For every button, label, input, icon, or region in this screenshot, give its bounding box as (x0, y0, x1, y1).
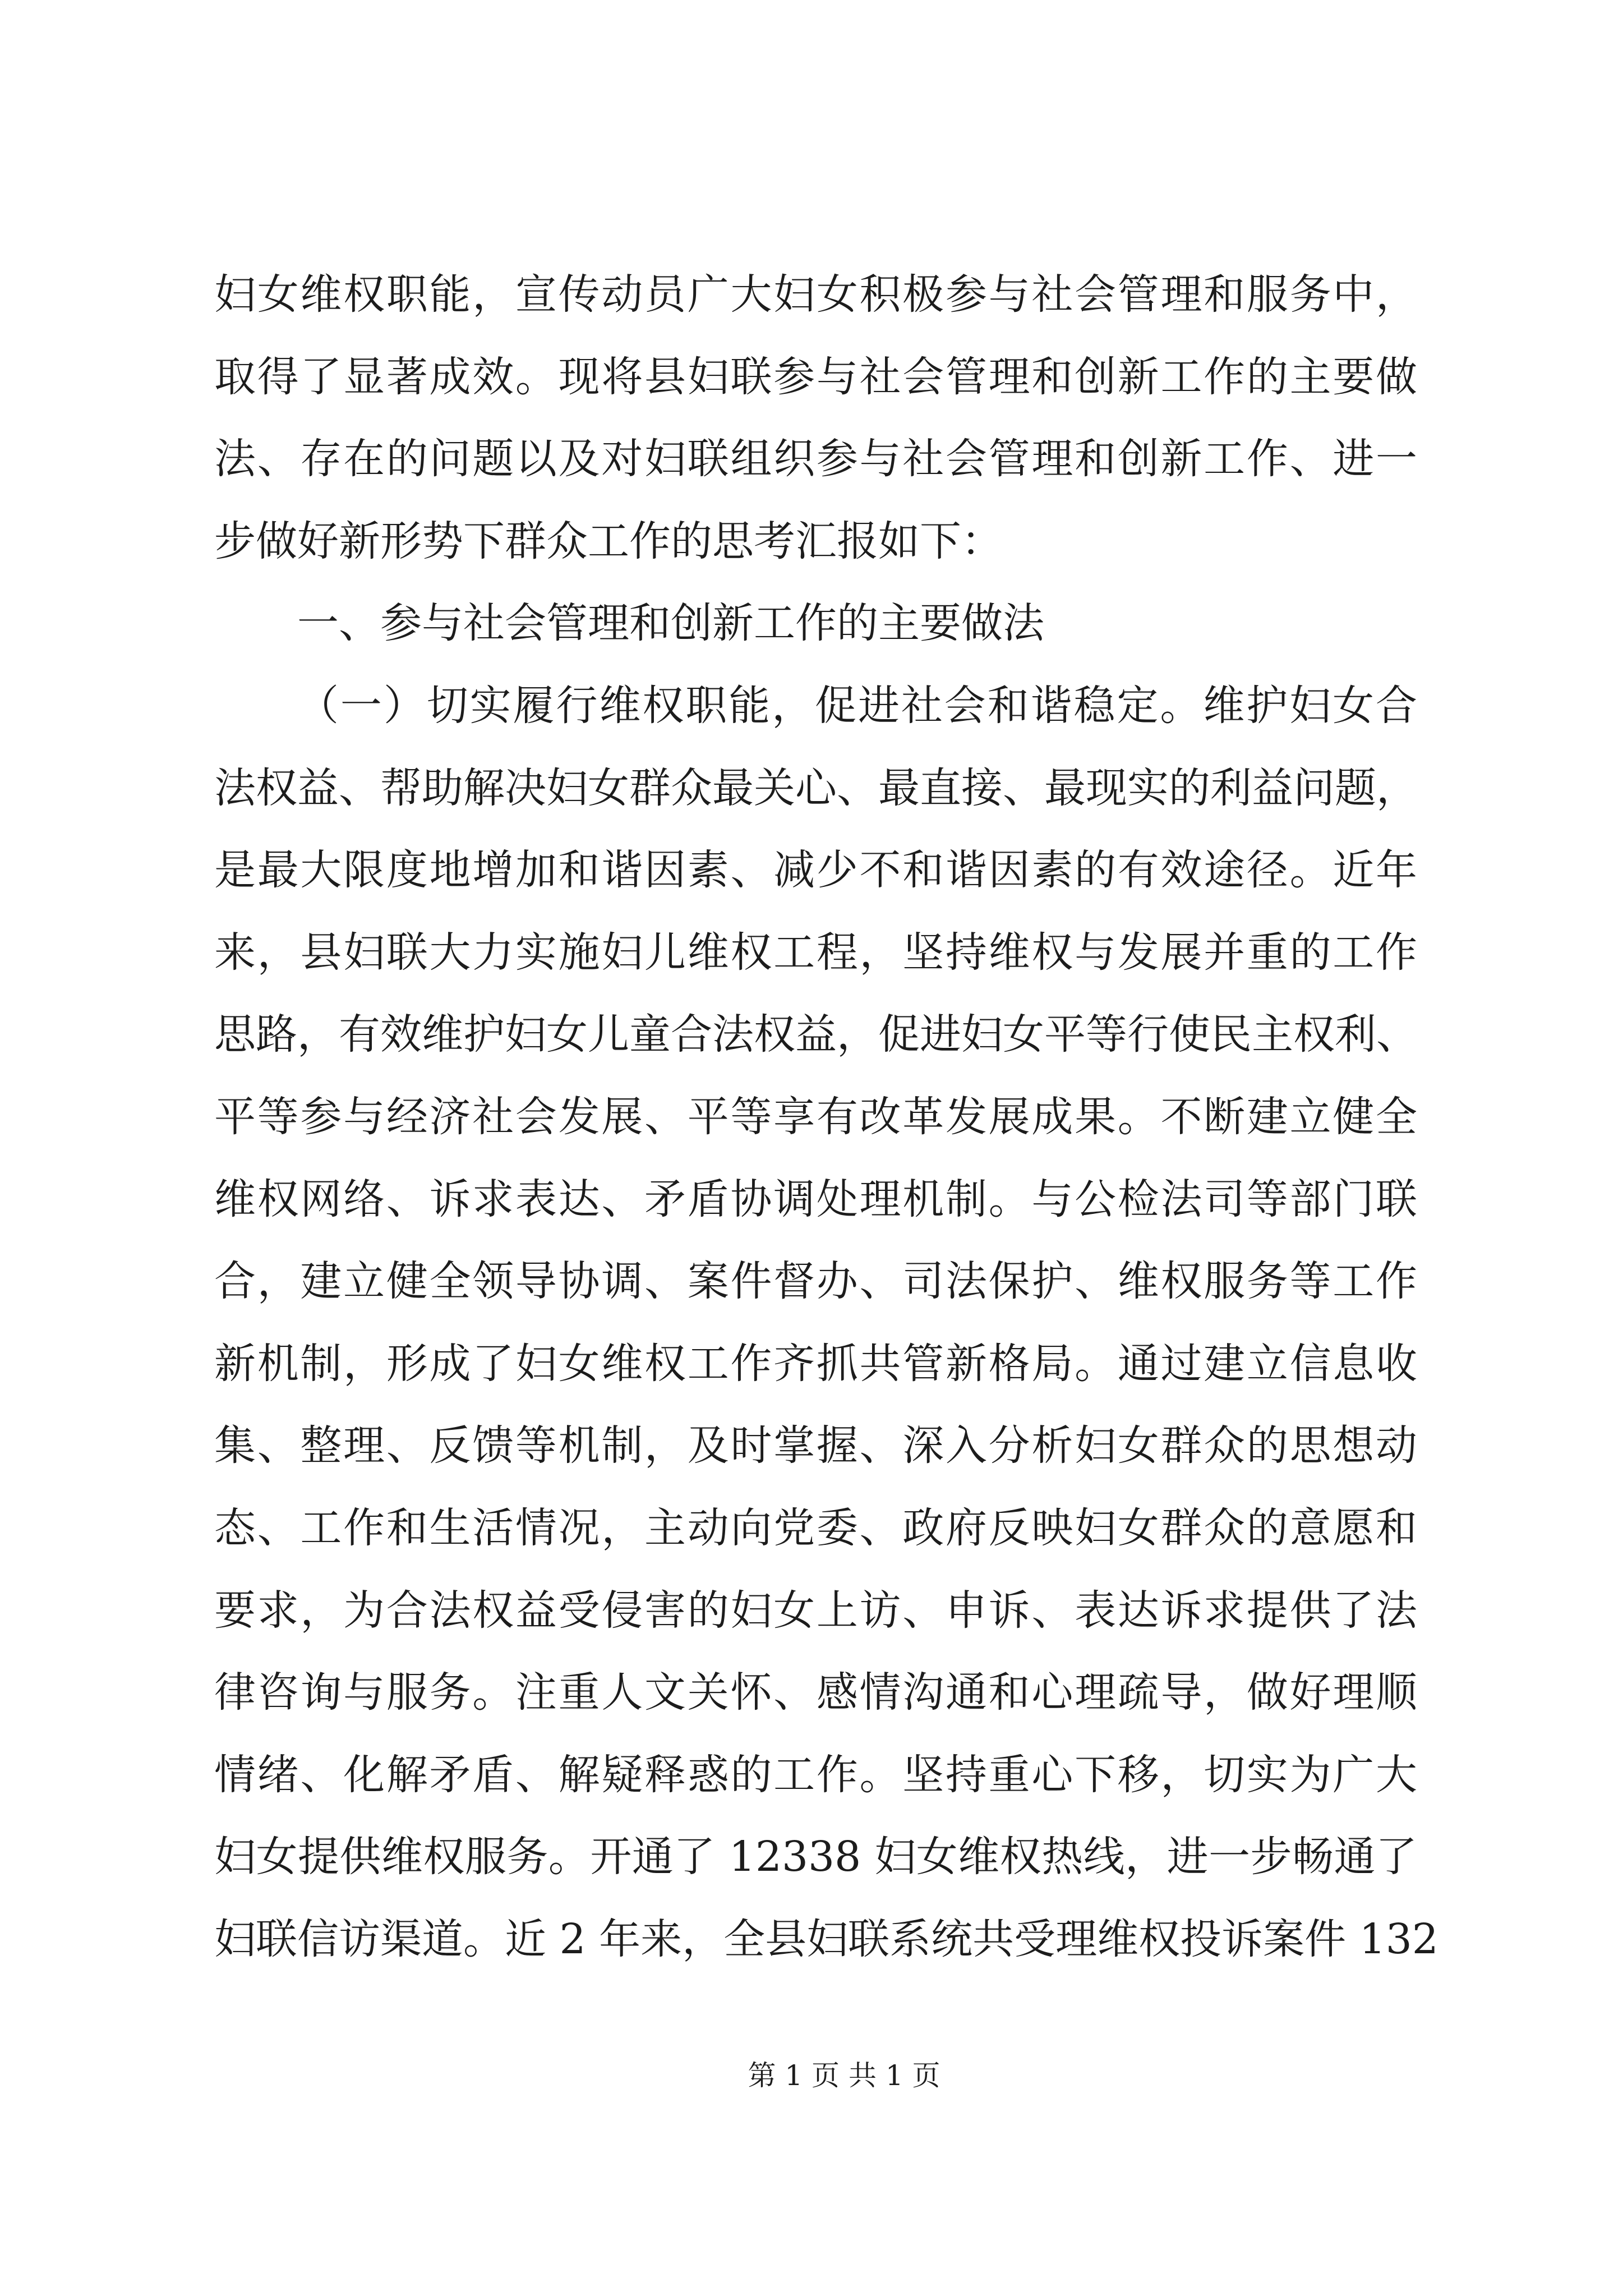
text-line: 要求，为合法权益受侵害的妇女上访、申诉、表达诉求提供了法 (214, 1586, 1417, 1635)
text-line: 合，建立健全领导协调、案件督办、司法保护、维权服务等工作 (214, 1257, 1417, 1306)
paragraph-subsection-1 (214, 665, 1438, 1981)
text-line: 取得了显著成效。现将县妇联参与社会管理和创新工作的主要做 (214, 352, 1417, 401)
text-line: 平等参与经济社会发展、平等享有改革发展成果。不断建立健全 (214, 1092, 1417, 1141)
text-line: 情绪、化解矛盾、解疑释惑的工作。坚持重心下移，切实为广大 (214, 1750, 1417, 1799)
document-body (214, 254, 1438, 1980)
text-line: 律咨询与服务。注重人文关怀、感情沟通和心理疏导，做好理顺 (214, 1668, 1417, 1717)
text-line: 法、存在的问题以及对妇联组织参与社会管理和创新工作、进一 (214, 435, 1417, 484)
paragraph-intro (214, 254, 1417, 582)
text-line: 步做好新形势下群众工作的思考汇报如下： (214, 517, 1003, 565)
text-line: 态、工作和生活情况，主动向党委、政府反映妇女群众的意愿和 (214, 1503, 1417, 1552)
text-line: 妇女维权职能，宣传动员广大妇女积极参与社会管理和服务中， (214, 270, 1417, 319)
text-line: 集、整理、反馈等机制，及时掌握、深入分析妇女群众的思想动 (214, 1421, 1417, 1470)
text-line: 新机制，形成了妇女维权工作齐抓共管新格局。通过建立信息收 (214, 1339, 1417, 1388)
text-line: 维权网络、诉求表达、矛盾协调处理机制。与公检法司等部门联 (214, 1175, 1417, 1223)
text-line: 来，县妇联大力实施妇儿维权工程，坚持维权与发展并重的工作 (214, 928, 1417, 977)
text-line: 思路，有效维护妇女儿童合法权益，促进妇女平等行使民主权利、 (214, 1010, 1418, 1059)
page-footer: 第 1 页 共 1 页 (748, 2059, 940, 2092)
text-line: 妇联信访渠道。近 2 年来，全县妇联系统共受理维权投诉案件 132 (214, 1915, 1438, 1963)
text-line: 法权益、帮助解决妇女群众最关心、最直接、最现实的利益问题， (214, 763, 1418, 812)
section-heading: 一、参与社会管理和创新工作的主要做法 (297, 599, 1044, 648)
text-line: 妇女提供维权服务。开通了 12338 妇女维权热线，进一步畅通了 (214, 1833, 1417, 1881)
text-line: 是最大限度地增加和谐因素、减少不和谐因素的有效途径。近年 (214, 846, 1417, 895)
subsection-heading-line: （一）切实履行维权职能，促进社会和谐稳定。维护妇女合 (297, 681, 1417, 730)
